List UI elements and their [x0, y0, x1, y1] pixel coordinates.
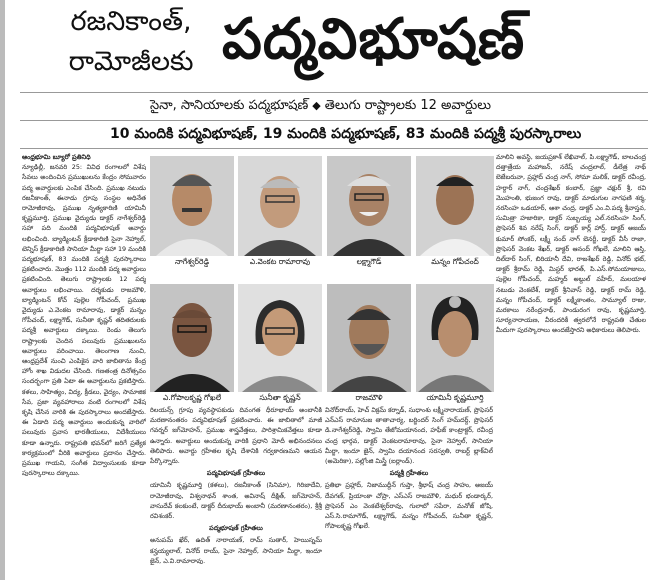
section-heading: పద్మశ్రీ గ్రహీతలు: [389, 469, 429, 478]
photo-caption: ఎ.వెంకట రామారావు: [249, 257, 311, 266]
portrait-photo: [327, 156, 411, 256]
article-text-mid1: రిలయన్స్ గ్రూపు వ్యవస్థాపకుడు దివంగత ధీరూభాయ్ అంబానీకి మరణానంతరం పద్మవిభూషణ్ ప్రకటించారు. ఈ జాబితాలో మాజీ గవర్నర్ జగ్‌మోహన్, ప్రముఖ శాస్త్రవేత్తలు, పారిశ్రామికవేత్తలు కూడా ఉన్నారు. అవార్డులు అందుకున్న వారికి ప్రధాని మోదీ అభినందనలు తెలిపారు. అవార్డు గ్రహీతల కృషి దేశానికి గర్వకారణమని ఆయన పేర్కొన్నారు.: [150, 406, 322, 466]
portrait-photo: [327, 284, 411, 392]
photo-caption: ఎ.గోపాలకృష్ణ గోఖలే: [162, 393, 222, 402]
portrait-photo: [150, 156, 234, 256]
article-text-mid2: వినోద్‌రాయ్, హెచ్ విక్రమ్ కర్నాడ్, సుధాంశు లక్ష్మీనారాయణ్, ప్రొఫెసర్ ఎన్ఎస్ రామానుజ తాతాచార్య, బర్జిందర్ సింగ్ హమ్‌దర్ద్, ప్రొఫెసర్ డి.నాగేశ్వర్‌రెడ్డి, స్వామి తేజోమయానంద, హఫీజ్ కాంట్రాక్టర్, రవీంద్ర చంద్ర భార్గవ, డాక్టర్ వెంకటరామారావు, సైనా నెహ్వాల్, సానియా మీర్జా, ఇందూ జైన్, స్వామి దయానంద సరస్వతి, రాబర్ట్ బ్లాక్‌విల్ (అమెరికా), పల్లోంజి మిస్త్రీ (ఐర్లాండ్).: [325, 406, 493, 466]
portrait-photo: [416, 284, 494, 392]
photo-caption: నాగేశ్వర్‌రెడ్డి: [175, 257, 209, 266]
article-column-left: [22, 152, 146, 577]
subheadline-part1: సైనా, సానియాలకు పద్మభూషణ్: [150, 98, 309, 113]
byline: ఆంధ్రభూమి బ్యూరో ప్రతినిధి: [22, 153, 91, 161]
photo-caption: లక్ష్మాగౌడ్: [356, 257, 382, 266]
article-column-mid1: [150, 405, 322, 577]
headline-left: [26, 2, 236, 82]
page-edge: [0, 0, 5, 580]
awardee-list: యామినీ కృష్ణమూర్తి (కళలు), రజనీకాంత్ (సినిమా), గిరిజాదేవి, రామోజీరావు, విశ్వనాథన్ శాంత, అవినాష్ దీక్షిత్, జగ్‌మోహన్, వాసుదేవ్ కలకుంటే, డాక్టర్ దీరుభాయ్ అంబానీ (మరణానంతరం), శ్రీశ్రీ రవిశంకర్.: [150, 481, 322, 521]
article-column-right: [496, 152, 646, 577]
awardee-list: ప్రతిభా ప్రహ్లాద్, నిజాముద్దీన్ గుప్తా, శ్రీభాష్ చంద్ర సాహు, అజయ్ దేవగణ్, ప్రియాంకా చోప్రా, ఎస్ఎస్ రాజమౌళి, మధుర్ భండార్కర్, ప్రొఫెసర్ ఎం వెంకటేశ్వర్‌రావు, గులాబో సపేరా, మనోజ్ జోషి, ఎస్.సి.రామాగౌడ్, లక్ష్మాగౌడ్, మన్నం గోపీచంద్, సునీతా కృష్ణన్, గోపాలకృష్ణ గోఖలే.: [325, 481, 493, 531]
headline-main: పద్మవిభూషణ్: [222, 7, 526, 72]
portrait-photo: [238, 284, 322, 392]
portrait-photo: [238, 156, 322, 256]
portrait-photo: [416, 156, 494, 256]
headline-left-line2: రామోజీలకు: [68, 46, 194, 77]
article-text-left: న్యూఢిల్లీ, జనవరి 25: వివిధ రంగాలలో విశేష సేవలు అందించిన ప్రముఖులను కేంద్రం సోమవారం పద్మ అవార్డులకు ఎంపిక చేసింది. ప్రముఖ నటుడు రజనీకాంత్, ఈనాడు గ్రూపు సంస్థల అధినేత రామోజీరావు, ప్రముఖ నృత్యకారిణి యామినీ కృష్ణమూర్తి, ప్రముఖ వైద్యుడు డాక్టర్ నాగేశ్వర్‌రెడ్డి సహా పది మందికి పద్మవిభూషణ్ అవార్డు లభించింది. బ్యాడ్మింటన్ క్రీడాకారిణి సైనా నెహ్వాల్, టెన్నిస్ క్రీడాకారిణి సానియా మీర్జా సహా 19 మందికి పద్మభూషణ్, 83 మందికి పద్మశ్రీ పురస్కారాలు ప్రకటించారు. మొత్తం 112 మందికి పద్మ అవార్డులు ప్రకటించింది. తెలుగు రాష్ట్రాలకు 12 పద్మ అవార్డులు లభించాయి. దర్శకుడు రాజమౌళి, బ్యాడ్మింటన్ కోచ్ పుల్లెల గోపీచంద్, ప్రముఖ వైద్యుడు ఎ.వెంకట రామారావు, డాక్టర్ మన్నం గోపీచంద్, లక్ష్మాగౌడ్, సునీతా కృష్ణన్ తదితరులకు పద్మశ్రీ అవార్డులు దక్కాయి. రెండు తెలుగు రాష్ట్రాలకు చెందిన పలువురు ప్రముఖులను అవార్డులు వరించాయి. తెలంగాణ నుంచి, ఆంధ్రప్రదేశ్ నుంచి ఎంపికైన వారి జాబితాను కేంద్ర హోం శాఖ విడుదల చేసింది. గణతంత్ర దినోత్సవం సందర్భంగా ప్రతి ఏటా ఈ అవార్డులను ప్రకటిస్తారు. కళలు, సాహిత్యం, విద్య, క్రీడలు, వైద్యం, సామాజిక సేవ, ప్రజా వ్యవహారాలు వంటి రంగాలలో విశేష కృషి చేసిన వారికి ఈ పురస్కారాలు అందజేస్తారు. ఈ ఏడాది పద్మ అవార్డులు అందుకున్న వారిలో పలువురు ప్రవాస భారతీయులు, విదేశీయులు కూడా ఉన్నారు. రాష్ట్రపతి భవన్‌లో జరిగే ప్రత్యేక కార్యక్రమంలో వీరికి అవార్డులు ప్రదానం చేస్తారు. ప్రముఖ గాయని, సంగీత విద్వాంసులకు కూడా పురస్కారాలు దక్కాయి.: [22, 163, 146, 478]
divider: [20, 148, 648, 149]
subheadline: [150, 98, 650, 116]
article-column-mid2: [325, 405, 493, 577]
subheadline-part2: తెలుగు రాష్ట్రాలకు 12 అవార్డులు: [324, 98, 491, 113]
photo-caption: రాజమౌళి: [355, 393, 383, 402]
divider: [20, 92, 648, 93]
photo-caption: మన్నం గోపీచంద్: [431, 257, 479, 266]
awardee-list: అనుపమ్ ఖేర్, ఉదిత్ నారాయణ్, రామ్ సుతార్, హెయిస్నమ్ కన్హయ్యలాల్, వినోద్ రాయ్, సైనా నెహ్వాల్, సానియా మీర్జా, ఇందూ జైన్, ఎ.వి.రామారావు.: [150, 536, 322, 565]
section-heading: పద్మవిభూషణ్ గ్రహీతలు: [206, 469, 266, 478]
photo-caption: సునీతా కృష్ణన్: [259, 393, 301, 402]
article-text-right: మాలిని అవస్థి, జయప్రకాశ్ లేఖివాల్, పి.లక్ష్మాగౌడ్, బాలచంద్ర దత్తాత్రేయ మహాజన్, నరేష్ చంద్రలాల్, డీలేత్ర నాథ్ బెజేబరువా, ప్రహ్లాద్ చంద్ర నాగ్, సోమా మలిక్, డాక్టర్ రవీంద్ర, హర్దార్ నాగ్, చంద్రశేఖర్ కంబార్, ప్రజ్ఞా చక్షుర్ శ్రీ, రవి మొహంతి, భుజంగ రావు, డాక్టర్ మాడుగుల నాగఫణి శర్మ, నరసింహ ఒడయార్, ఆశా చంద్ర, డాక్టర్ ఎం.వి.పద్మ శ్రీవాస్తవ, సుమిత్రా హజారికా, డాక్టర్ సుబ్బయ్య ఎల్.నరసింహ సింగ్, ప్రొఫెసర్ శివ నరేష్ సింగ్, డాక్టర్ కార్ల్ హార్ష్, డాక్టర్ అజయ్ కుమార్ సోంకర్, లక్ష్మీ నంద్ నాగ్ బెనర్జీ, డాక్టర్ వీసీ రాజా, ప్రొఫెసర్ వెంకట శేఖర్, డాక్టర్ ఆనంద్ గోఖలే, మాలిని ఆస్తి, దిల్‌దార్ సింగ్, బిరియానీ దేవి, రాజశేఖర్ రెడ్డి, వినోద్ భట్, డాక్టర్ శ్రీరామ్ రెడ్డి, మిస్టర్ భారత్, పి.ఎస్.సోమయాజులు, పుల్లెల గోపీచంద్, మహ్మద్ అబ్దుల్ వహీద్, మలయాళ నటుడు వెంకటేశ్, డాక్టర్ శ్రీనివాస్ రెడ్డి, డాక్టర్ రామ్ రెడ్డి, మన్నం గోపీచంద్, డాక్టర్ లక్ష్మీకాంతం, సామ్యూల్ రాజు, మరకాలు నరేంద్రనాథ్, పాండురంగ రావు, కృష్ణమూర్తి, సూర్యనారాయణ, వీరందరికీ త్వరలోనే రాష్ట్రపతి చేతుల మీదుగా పురస్కారాలు అందజేస్తారని అధికారులు తెలిపారు.: [496, 153, 646, 335]
deck: 10 మందికి పద్మవిభూషణ్, 19 మందికి పద్మభూషణ్, 83 మందికి పద్మశ్రీ పురస్కారాలు: [110, 126, 582, 142]
portrait-photo: [150, 284, 234, 392]
divider: [20, 120, 648, 121]
bullet-icon: ◆: [312, 99, 321, 112]
headline-left-line1: రజనికాంత్,: [70, 6, 192, 37]
section-heading: పద్మభూషణ్ గ్రహీతలు: [209, 524, 263, 533]
photo-caption: యామినీ కృష్ణమూర్తి: [426, 393, 484, 402]
